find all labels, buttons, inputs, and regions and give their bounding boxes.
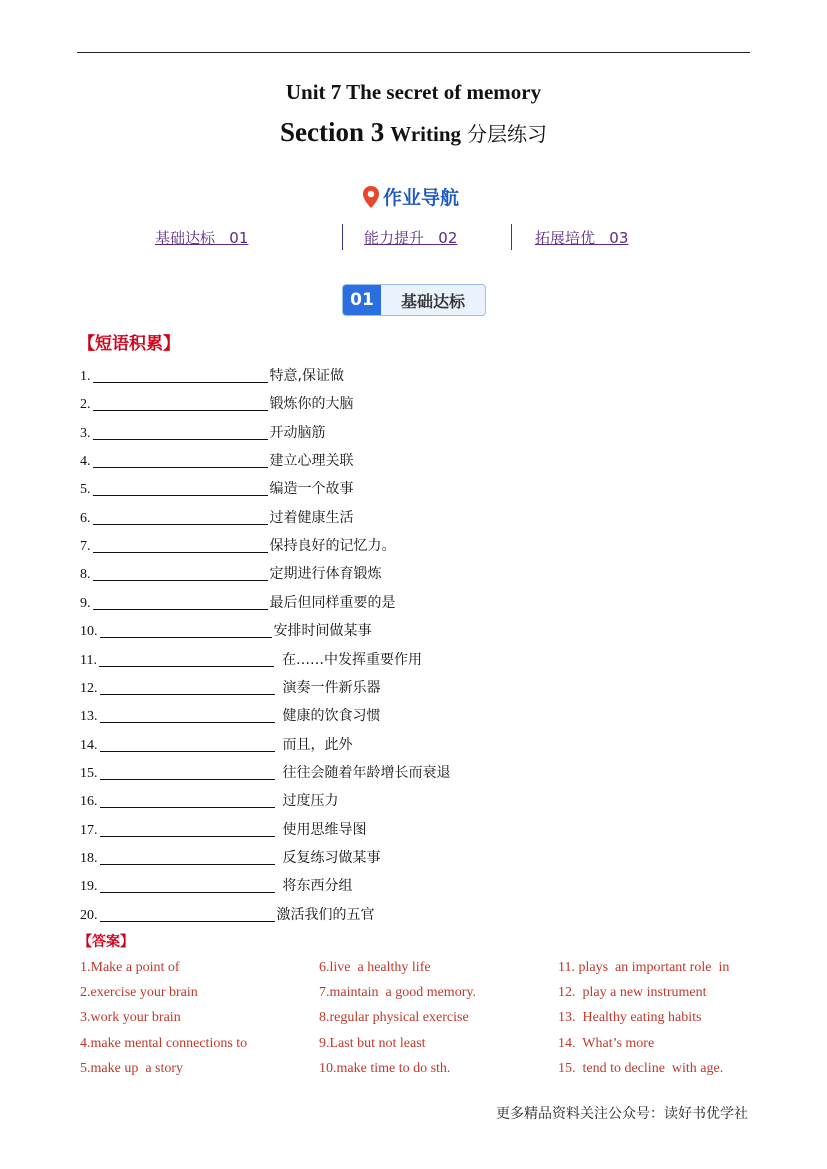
nav-links xyxy=(0,227,827,251)
nav-divider xyxy=(511,224,512,250)
answer-item: 10.make time to do sth. xyxy=(319,1061,451,1076)
phrase-item: 13. 健康的饮食习惯 xyxy=(80,708,381,724)
answer-blank[interactable] xyxy=(93,424,268,440)
answer-blank[interactable] xyxy=(93,565,268,581)
phrase-item: 4. 建立心理关联 xyxy=(80,453,354,469)
phrase-item: 1. 特意,保证做 xyxy=(80,368,344,384)
answer-blank[interactable] xyxy=(100,849,275,865)
answer-blank[interactable] xyxy=(93,509,268,525)
answer-item: 7.maintain a good memory. xyxy=(319,985,476,1000)
phrase-item: 18. 反复练习做某事 xyxy=(80,850,381,866)
phrase-item: 10. 安排时间做某事 xyxy=(80,623,372,639)
answer-item: 1.Make a point of xyxy=(80,960,180,975)
phrase-item: 8. 定期进行体育锻炼 xyxy=(80,566,382,582)
nav-link-ability[interactable]: 能力提升 02 xyxy=(364,229,458,247)
answer-item: 15. tend to decline with age. xyxy=(558,1061,724,1076)
answer-blank[interactable] xyxy=(93,537,268,553)
nav-divider xyxy=(342,224,343,250)
nav-title: 作业导航 xyxy=(383,187,460,209)
answer-item: 4.make mental connections to xyxy=(80,1036,248,1051)
answer-blank[interactable] xyxy=(100,736,275,752)
answer-item: 9.Last but not least xyxy=(319,1036,426,1051)
answer-blank[interactable] xyxy=(93,594,268,610)
answer-blank[interactable] xyxy=(99,651,274,667)
section-cn-label: 分层练习 xyxy=(467,122,548,146)
phrase-item: 2. 锻炼你的大脑 xyxy=(80,396,354,412)
phrase-item: 16. 过度压力 xyxy=(80,793,339,809)
section-badge-number: 01 xyxy=(343,285,381,315)
top-rule xyxy=(77,52,750,53)
answers-heading: 【答案】 xyxy=(78,934,134,950)
answer-blank[interactable] xyxy=(100,679,275,695)
section-badge xyxy=(342,284,486,316)
phrase-item: 3. 开动脑筋 xyxy=(80,425,326,441)
phrase-item: 17. 使用思维导图 xyxy=(80,822,367,838)
phrase-item: 6. 过着健康生活 xyxy=(80,510,354,526)
phrase-item: 12. 演奏一件新乐器 xyxy=(80,680,381,696)
phrase-item: 15. 往往会随着年龄增长而衰退 xyxy=(80,765,451,781)
section-number: Section 3 xyxy=(279,117,385,147)
answer-item: 11. plays an important role in xyxy=(558,960,730,975)
answer-blank[interactable] xyxy=(100,764,275,780)
answer-blank[interactable] xyxy=(100,821,275,837)
section-title xyxy=(0,117,827,148)
answer-item: 8.regular physical exercise xyxy=(319,1010,469,1025)
answer-blank[interactable] xyxy=(93,480,268,496)
unit-title: Unit 7 The secret of memory xyxy=(285,80,542,104)
answer-blank[interactable] xyxy=(93,395,268,411)
answer-item: 3.work your brain xyxy=(80,1010,181,1025)
phrase-item: 5. 编造一个故事 xyxy=(80,481,354,497)
answer-item: 12. play a new instrument xyxy=(558,985,707,1000)
answer-item: 13. Healthy eating habits xyxy=(558,1010,702,1025)
phrase-item: 7. 保持良好的记忆力。 xyxy=(80,538,396,554)
section-badge-label: 基础达标 xyxy=(400,291,465,311)
answer-blank[interactable] xyxy=(100,622,272,638)
answer-blank[interactable] xyxy=(93,452,268,468)
answer-blank[interactable] xyxy=(100,792,275,808)
answer-item: 14. What’s more xyxy=(558,1036,655,1051)
answer-item: 2.exercise your brain xyxy=(80,985,198,1000)
phrase-item: 19. 将东西分组 xyxy=(80,878,353,894)
answer-blank[interactable] xyxy=(93,367,268,383)
phrases-heading: 【短语积累】 xyxy=(78,334,180,354)
section-topic: Writing xyxy=(390,122,462,146)
phrase-item: 11. 在……中发挥重要作用 xyxy=(80,652,422,668)
homework-nav-heading xyxy=(361,183,459,210)
answer-blank[interactable] xyxy=(100,877,275,893)
phrase-item: 14. 而且，此外 xyxy=(80,737,353,753)
location-pin-icon xyxy=(361,185,381,209)
answer-blank[interactable] xyxy=(100,707,275,723)
answer-blank[interactable] xyxy=(100,906,275,922)
phrase-item: 9. 最后但同样重要的是 xyxy=(80,595,396,611)
footer-note: 更多精品资料关注公众号：读好书优学社 xyxy=(496,1106,748,1122)
phrase-item: 20. 激活我们的五官 xyxy=(80,907,375,923)
answer-item: 5.make up a story xyxy=(80,1061,184,1076)
answer-item: 6.live a healthy life xyxy=(319,960,431,975)
nav-link-extension[interactable]: 拓展培优 03 xyxy=(535,229,629,247)
nav-link-basic[interactable]: 基础达标 01 xyxy=(155,229,249,247)
